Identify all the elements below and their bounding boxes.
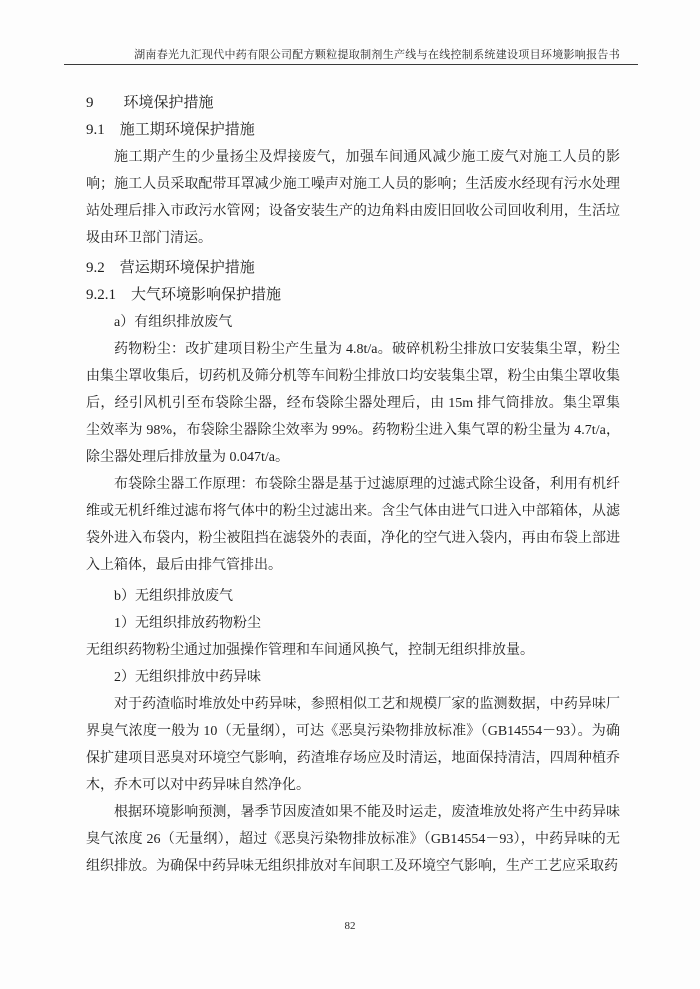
- odor-standard-control-paragraph: 对于药渣临时堆放处中药异味，参照相似工艺和规模厂家的监测数据，中药异味厂界臭气浓度一般为 10（无量纲），可达《恶臭污染物排放标准》（GB14554－93）。为确保扩建项目恶臭对环境空气影响，药渣堆存场应及时清运，地面保持清洁，四周种植乔木，乔木可以对中药异味自然净化。: [86, 697, 620, 793]
- baghouse-filter-principle-paragraph: 布袋除尘器工作原理：布袋除尘器是基于过滤原理的过滤式除尘设备，利用有机纤维或无机纤维过滤布将气体中的粉尘过滤出来。含尘气体由进气口进入中部箱体，从滤袋外进入布袋内，粉尘被阻挡在滤袋外的表面，净化的空气进入袋内，再由布袋上部进入上箱体，最后由排气管排出。: [86, 477, 620, 573]
- item-2-fugitive-tcm-odor: 2）无组织排放中药异味: [114, 670, 261, 685]
- item-a-organized-waste-gas: a）有组织排放废气: [114, 315, 233, 330]
- item-b-fugitive-waste-gas: b）无组织排放废气: [114, 589, 233, 604]
- page-number: 82: [344, 920, 356, 932]
- document-body: [86, 90, 620, 880]
- heading-section-9-1: 9.1 施工期环境保护措施: [86, 122, 255, 138]
- page-footer: [0, 920, 700, 932]
- report-header-title: 湖南春光九汇现代中药有限公司配方颗粒提取制剂生产线与在线控制系统建设项目环境影响报告书: [134, 49, 620, 61]
- construction-period-measures-paragraph: 施工期产生的少量扬尘及焊接废气，加强车间通风减少施工废气对施工人员的影响；施工人员采取配带耳罩减少施工噪声对施工人员的影响；生活废水经现有污水处理站处理后排入市政污水管网；设备安装生产的边角料由废旧回收公司回收利用，生活垃圾由环卫部门清运。: [86, 150, 620, 246]
- heading-section-9-2-1: 9.2.1 大气环境影响保护措施: [86, 287, 282, 303]
- heading-section-9-2: 9.2 营运期环境保护措施: [86, 260, 255, 276]
- item-1-fugitive-drug-dust: 1）无组织排放药物粉尘: [114, 616, 261, 631]
- drug-dust-control-paragraph: 药物粉尘：改扩建项目粉尘产生量为 4.8t/a。破碎机粉尘排放口安装集尘罩，粉尘由集尘罩收集后，切药机及筛分机等车间粉尘排放口均安装集尘罩，粉尘由集尘罩收集后，经引风机引至布袋除尘器，经布袋除尘器处理后，由 15m 排气筒排放。集尘罩集尘效率为 98%，布袋除尘器除尘效率为 99%。药物粉尘进入集气罩的粉尘量为 4.7t/a，除尘器处理后排放量为 0.047t/a。: [86, 342, 620, 465]
- fugitive-dust-control-paragraph: 无组织药物粉尘通过加强操作管理和车间通风换气，控制无组织排放量。: [86, 643, 534, 658]
- odor-prediction-paragraph: 根据环境影响预测，暑季节因废渣如果不能及时运走，废渣堆放处将产生中药异味臭气浓度 26（无量纲），超过《恶臭污染物排放标准》（GB14554－93），中药异味的无组织排放。为确保中药异味无组织排放对车间职工及环境空气影响，生产工艺应采取药: [86, 805, 620, 874]
- heading-chapter-9: 9 环境保护措施: [86, 95, 214, 111]
- header-rule: [64, 64, 638, 65]
